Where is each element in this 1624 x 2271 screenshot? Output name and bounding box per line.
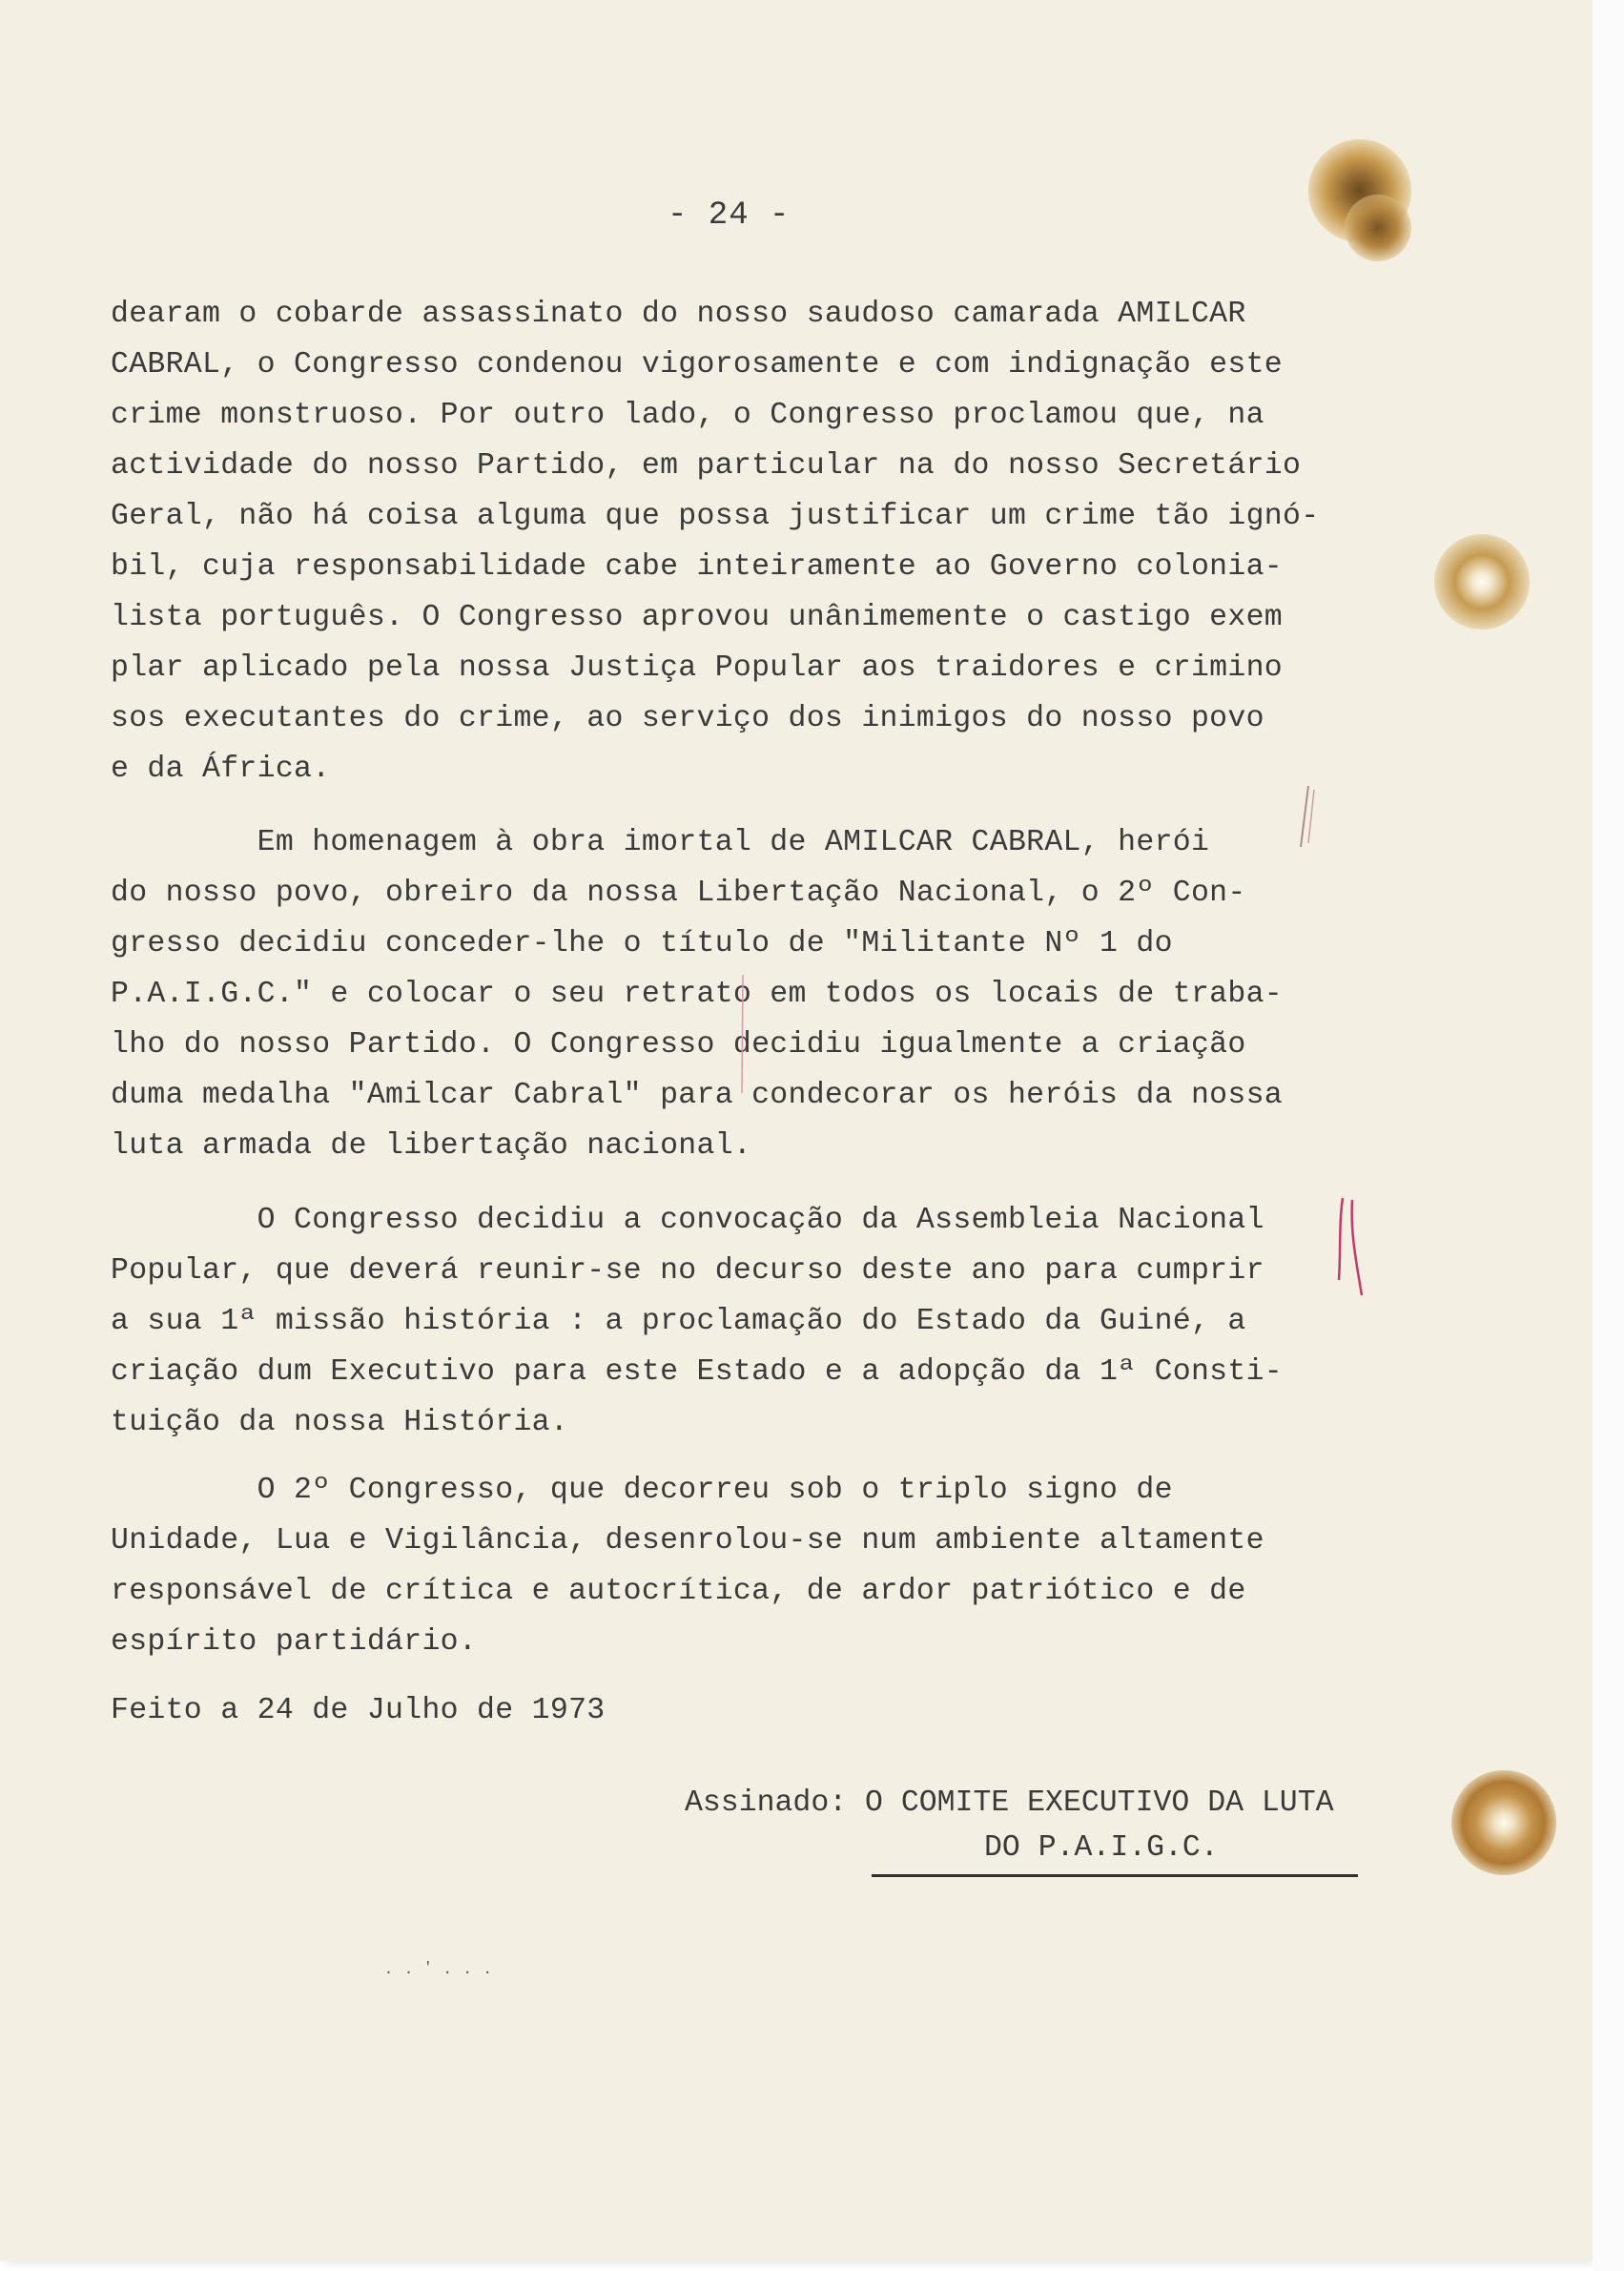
body-line: criação dum Executivo para este Estado e a adopção da 1ª Consti-	[111, 1355, 1283, 1389]
body-line: a sua 1ª missão história : a proclamação do Estado da Guiné, a	[111, 1305, 1246, 1338]
pen-mark-bracket	[1335, 1194, 1367, 1299]
body-line: dearam o cobarde assassinato do nosso saudoso camarada AMILCAR	[111, 298, 1246, 331]
pen-mark-thin-right	[1295, 784, 1318, 851]
body-line: Popular, que deverá reunir-se no decurso deste ano para cumprir	[111, 1254, 1264, 1288]
body-line: sos executantes do crime, ao serviço dos inimigos do nosso povo	[111, 702, 1264, 735]
body-line: gresso decidiu conceder-lhe o título de "Militante Nº 1 do	[111, 927, 1173, 960]
body-line: lho do nosso Partido. O Congresso decidiu igualmente a criação	[111, 1028, 1246, 1062]
pen-mark-vertical-center	[738, 973, 748, 1097]
dateline: Feito a 24 de Julho de 1973	[111, 1694, 606, 1727]
body-line: lista português. O Congresso aprovou unânimemente o castigo exem	[111, 601, 1283, 634]
body-line: Unidade, Lua e Vigilância, desenrolou-se num ambiente altamente	[111, 1524, 1264, 1558]
burn-mark-bottom-right	[1451, 1770, 1556, 1875]
body-line: actividade do nosso Partido, em particular na do nosso Secretário	[111, 449, 1302, 483]
page-number: - 24 -	[668, 197, 791, 234]
body-line: plar aplicado pela nossa Justiça Popular aos traidores e crimino	[111, 651, 1283, 685]
body-line: crime monstruoso. Por outro lado, o Congresso proclamou que, na	[111, 399, 1264, 432]
signature-line-2: DO P.A.I.G.C.	[984, 1831, 1219, 1865]
body-line: luta armada de libertação nacional.	[111, 1129, 752, 1163]
body-line: P.A.I.G.C." e colocar o seu retrato em todos os locais de traba-	[111, 978, 1283, 1011]
body-line: bil, cuja responsabilidade cabe inteiramente ao Governo colonia-	[111, 550, 1283, 584]
body-line: Em homenagem à obra imortal de AMILCAR CABRAL, herói	[111, 826, 1210, 859]
body-line: O 2º Congresso, que decorreu sob o triplo signo de	[111, 1474, 1173, 1507]
signature-line-1: Assinado: O COMITE EXECUTIVO DA LUTA	[685, 1786, 1334, 1820]
body-line: Geral, não há coisa alguma que possa justificar um crime tão ignó-	[111, 500, 1320, 533]
burn-mark-top-right-2	[1345, 195, 1411, 261]
body-line: responsável de crítica e autocrítica, de ardor patriótico e de	[111, 1575, 1246, 1608]
burn-mark-middle-right	[1434, 534, 1530, 630]
body-line: do nosso povo, obreiro da nossa Libertação Nacional, o 2º Con-	[111, 877, 1246, 910]
body-line: CABRAL, o Congresso condenou vigorosamente e com indignação este	[111, 348, 1283, 382]
body-line: tuição da nossa História.	[111, 1406, 569, 1439]
body-line: O Congresso decidiu a convocação da Assembleia Nacional	[111, 1204, 1264, 1237]
body-line: e da África.	[111, 753, 331, 786]
signature-underline	[872, 1874, 1358, 1877]
stray-marks: . . ' . . .	[386, 1957, 496, 1978]
body-line: espírito partidário.	[111, 1625, 478, 1659]
page-margin	[1593, 0, 1624, 2271]
body-line: duma medalha "Amilcar Cabral" para condecorar os heróis da nossa	[111, 1079, 1283, 1112]
